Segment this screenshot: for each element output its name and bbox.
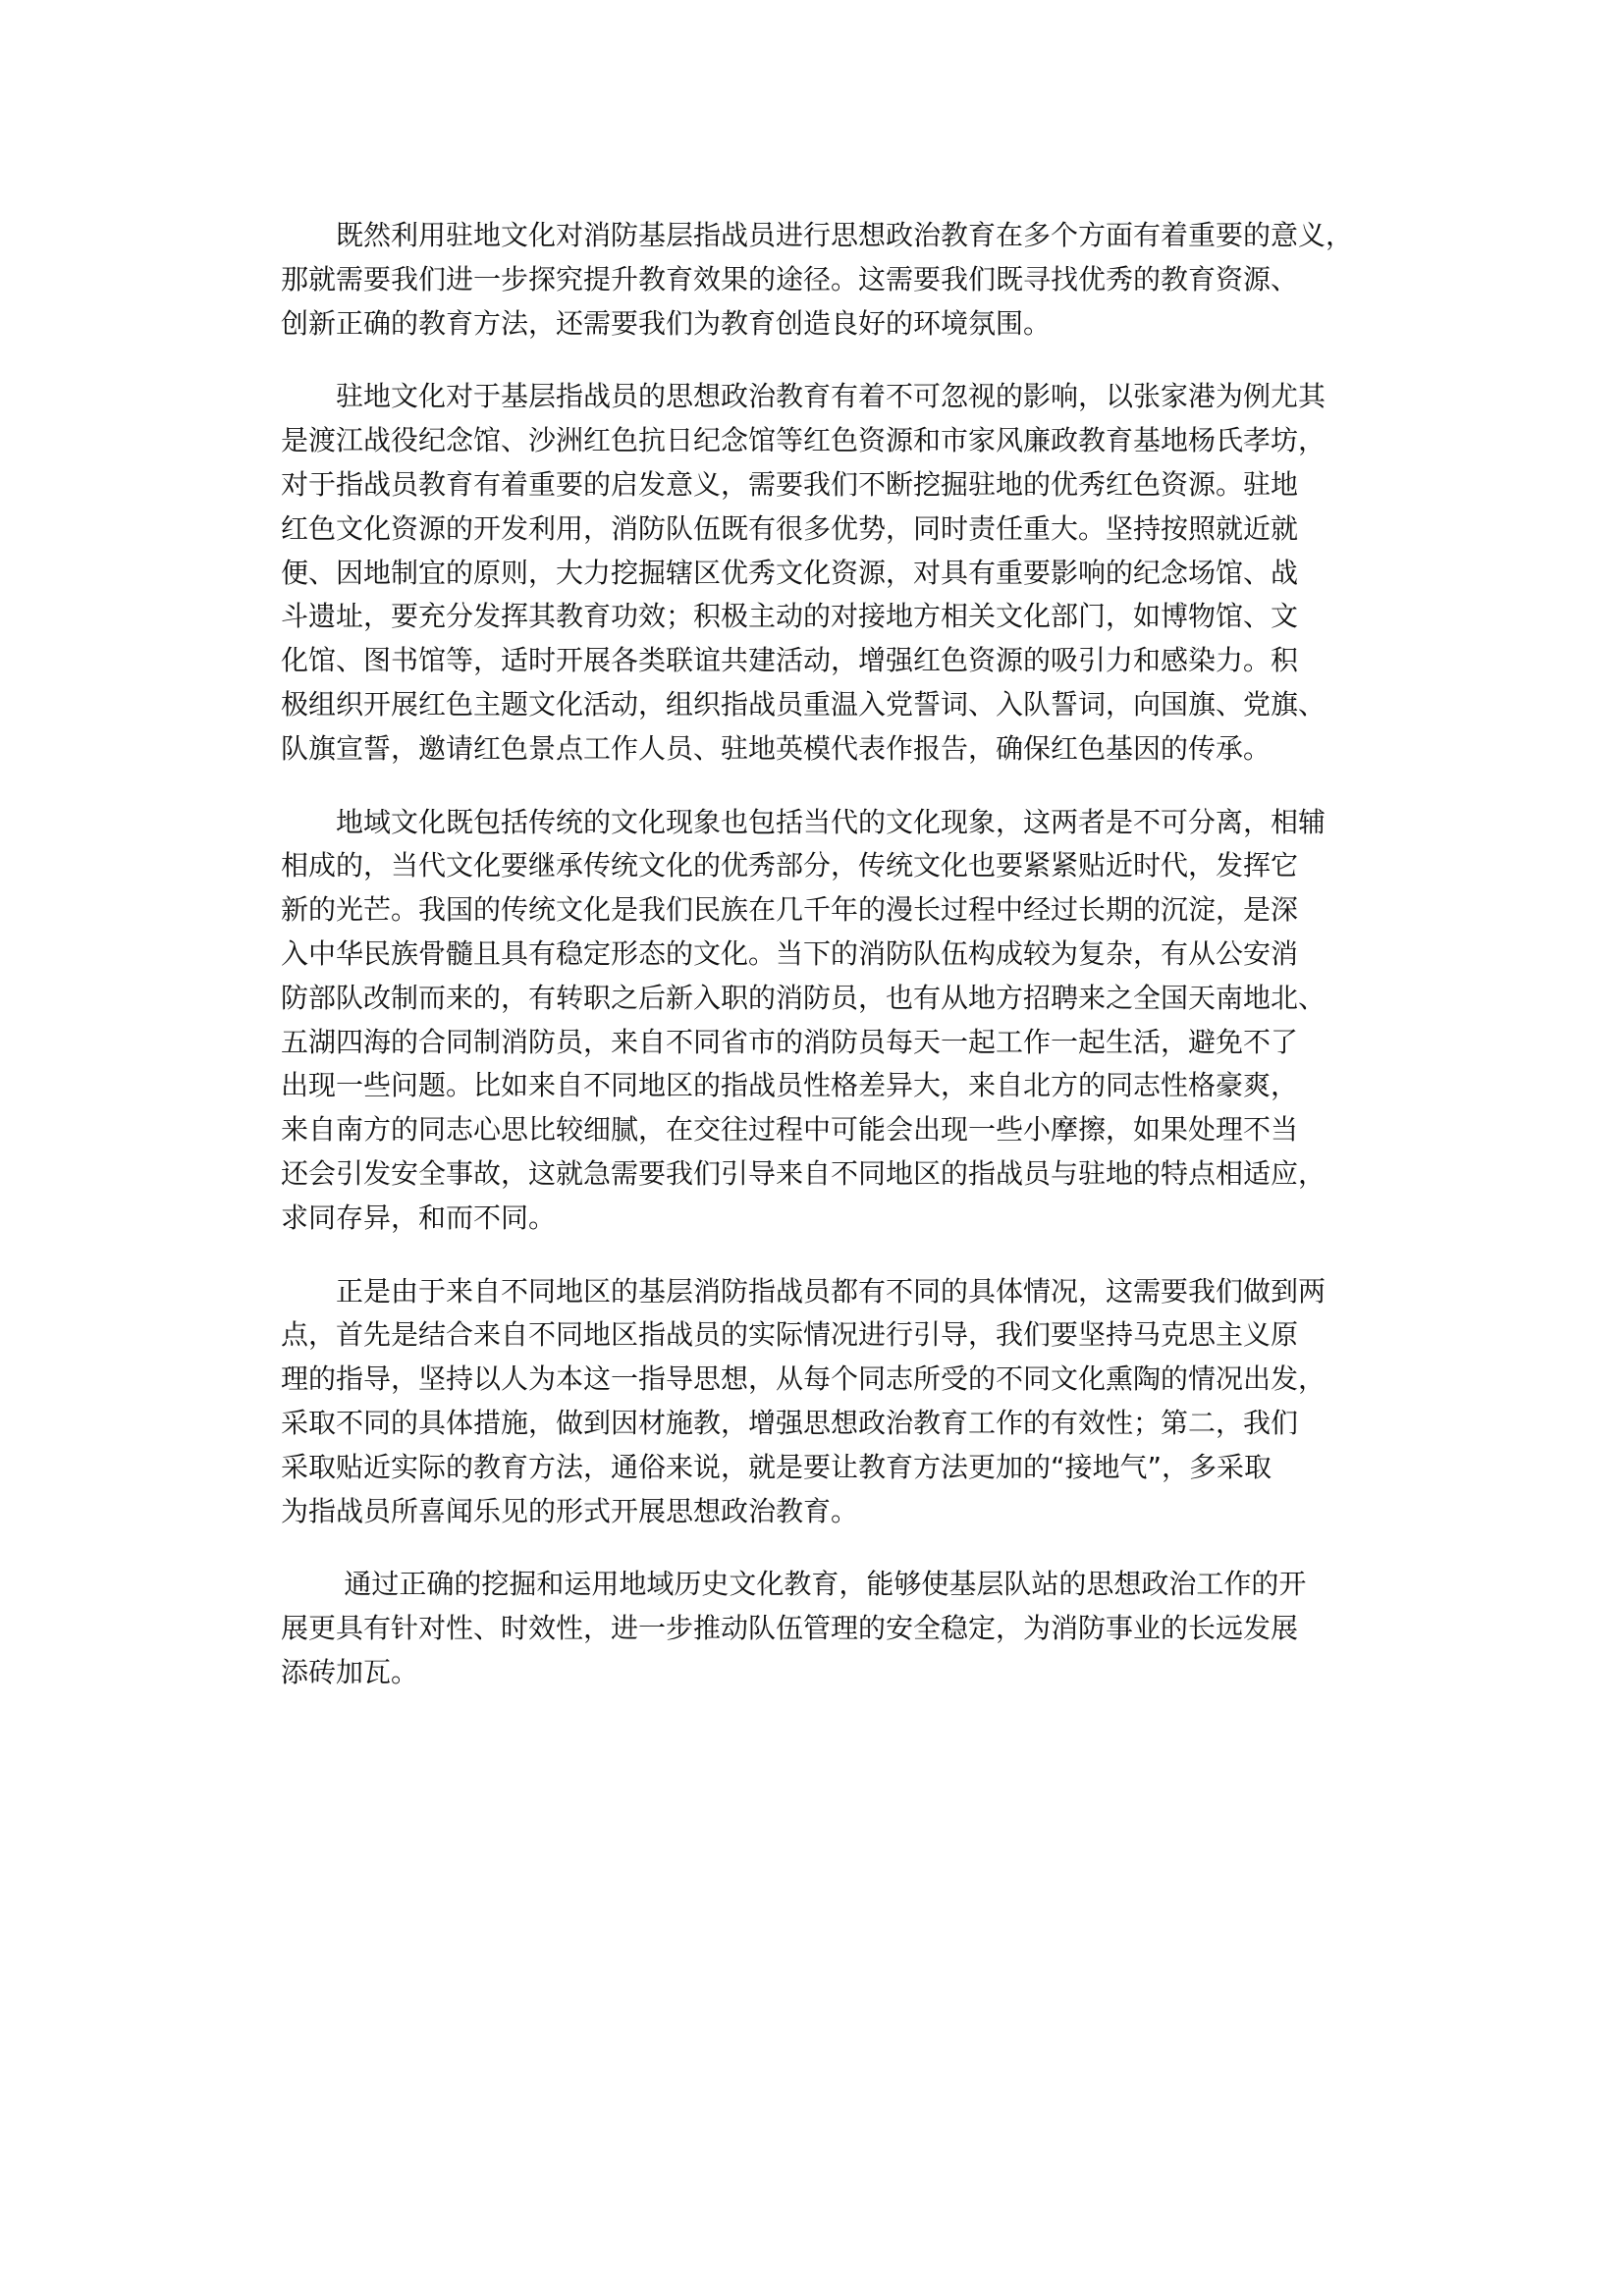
paragraph-1: 既然利用驻地文化对消防基层指战员进行思想政治教育在多个方面有着重要的意义， 那就需要我们进一步探究提升教育效果的途径。这需要我们既寻找优秀的教育资源、 创新正确的教育方法，还需要我们为教育创造良好的环境氛围。: [281, 219, 1354, 340]
document-body: [281, 214, 1361, 1725]
paragraph-2: 驻地文化对于基层指战员的思想政治教育有着不可忽视的影响，以张家港为例尤其 是渡江战役纪念馆、沙洲红色抗日纪念馆等红色资源和市家风廉政教育基地杨氏孝坊， 对于指战员教育有着重要的启发意义，需要我们不断挖掘驻地的优秀红色资源。驻地 红色文化资源的开发利用，消防队伍既有很多优势，同时责任重大。坚持按照就近就 便、因地制宜的原则，大力挖掘辖区优秀文化资源，对具有重要影响的纪念场馆、战 斗遗址，要充分发挥其教育功效；积极主动的对接地方相关文化部门，如博物馆、文 化馆、图书馆等，适时开展各类联谊共建活动，增强红色资源的吸引力和感染力。积 极组织开展红色主题文化活动，组织指战员重温入党誓词、入队誓词，向国旗、党旗、 队旗宣誓，邀请红色景点工作人员、驻地英模代表作报告，确保红色基因的传承。: [281, 380, 1326, 765]
paragraph-3: 地域文化既包括传统的文化现象也包括当代的文化现象，这两者是不可分离，相辅 相成的，当代文化要继承传统文化的优秀部分，传统文化也要紧紧贴近时代，发挥它 新的光芒。我国的传统文化是我们民族在几千年的漫长过程中经过长期的沉淀，是深 入中华民族骨髓且具有稳定形态的文化。当下的消防队伍构成较为复杂，有从公安消 防部队改制而来的，有转职之后新入职的消防员，也有从地方招聘来之全国天南地北、 五湖四海的合同制消防员，来自不同省市的消防员每天一起工作一起生活，避免不了 出现一些问题。比如来自不同地区的指战员性格差异大，来自北方的同志性格豪爽， 来自南方的同志心思比较细腻，在交往过程中可能会出现一些小摩擦，如果处理不当 还会引发安全事故，这就急需要我们引导来自不同地区的指战员与驻地的特点相适应， 求同存异，和而不同。: [281, 805, 1326, 1234]
paragraph-5: 通过正确的挖掘和运用地域历史文化教育，能够使基层队站的思想政治工作的开 展更具有针对性、时效性，进一步推动队伍管理的安全稳定，为消防事业的长远发展 添砖加瓦。: [281, 1568, 1307, 1688]
paragraph-4: 正是由于来自不同地区的基层消防指战员都有不同的具体情况，这需要我们做到两 点，首先是结合来自不同地区指战员的实际情况进行引导，我们要坚持马克思主义原 理的指导，坚持以人为本这一指导思想，从每个同志所受的不同文化熏陶的情况出发， 采取不同的具体措施，做到因材施教，增强思想政治教育工作的有效性；第二，我们 采取贴近实际的教育方法，通俗来说，就是要让教育方法更加的“接地气”，多采取 为指战员所喜闻乐见的形式开展思想政治教育。: [281, 1274, 1326, 1527]
